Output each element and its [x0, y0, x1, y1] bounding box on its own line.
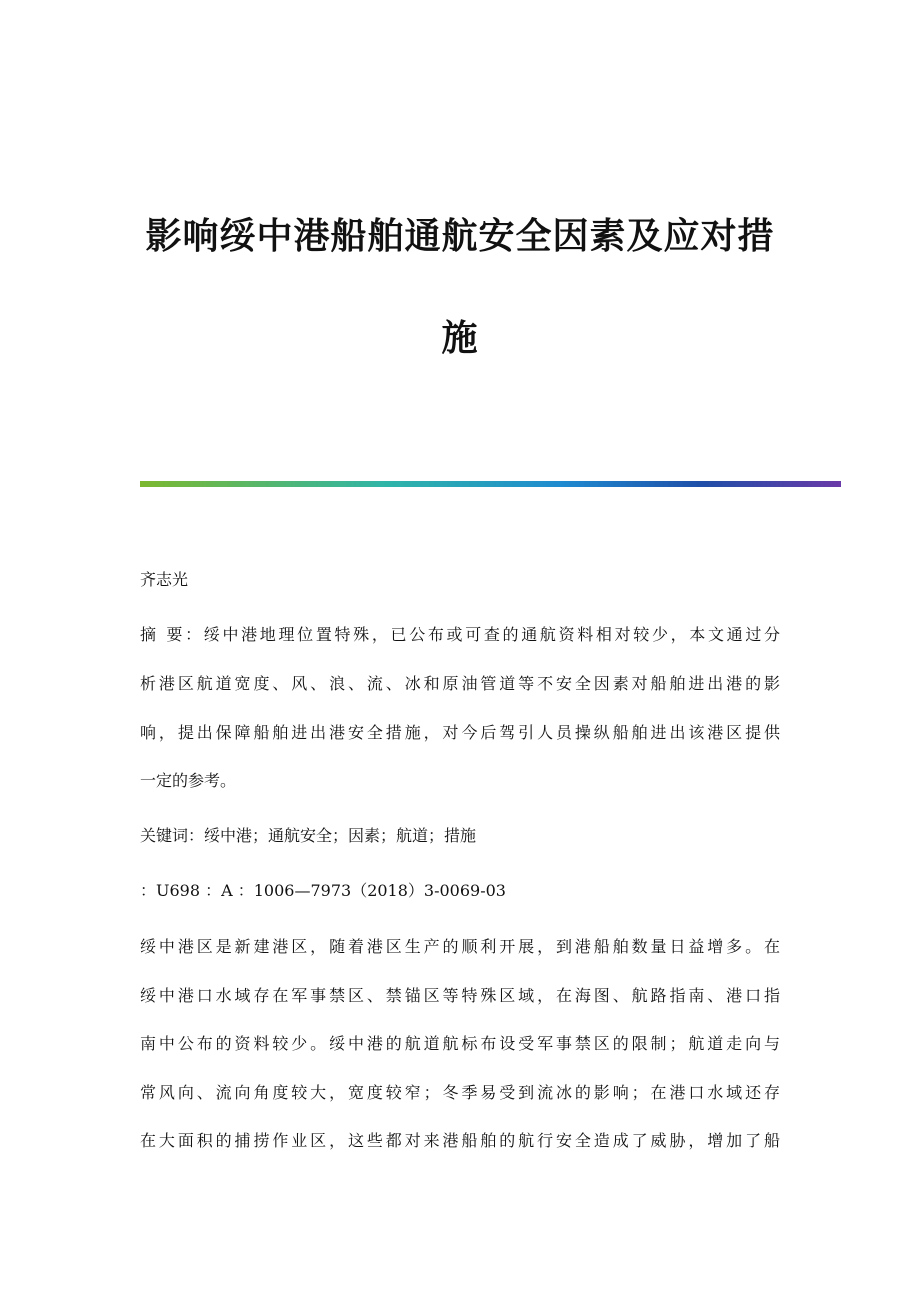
gradient-divider: [140, 481, 841, 487]
keywords: 关键词：绥中港；通航安全；因素；航道；措施: [140, 826, 477, 845]
author: 齐志光: [140, 570, 189, 589]
body-line-2: 绥中港口水域存在军事禁区、禁锚区等特殊区域，在海图、航路指南、港口指: [140, 986, 780, 1005]
abstract-line-1: 摘 要：绥中港地理位置特殊，已公布或可查的通航资料相对较少，本文通过分: [140, 625, 780, 644]
classification-info: ：U698 ：A ：1006—7973（2018）3-0069-03: [140, 881, 506, 900]
body-line-3: 南中公布的资料较少。绥中港的航道航标布设受军事禁区的限制；航道走向与: [140, 1034, 780, 1053]
abstract-line-2: 析港区航道宽度、风、浪、流、冰和原油管道等不安全因素对船舶进出港的影: [140, 674, 780, 693]
document-title: [140, 186, 780, 390]
body-line-1: 绥中港区是新建港区，随着港区生产的顺利开展，到港船舶数量日益增多。在: [140, 937, 780, 956]
abstract-line-3: 响，提出保障船舶进出港安全措施，对今后驾引人员操纵船舶进出该港区提供: [140, 723, 780, 742]
body-line-4: 常风向、流向角度较大，宽度较窄；冬季易受到流冰的影响；在港口水域还存: [140, 1083, 780, 1102]
title-line-1: 影响绥中港船舶通航安全因素及应对措: [145, 216, 775, 257]
abstract-line-4: 一定的参考。: [140, 771, 237, 790]
title-line-2: 施: [441, 318, 479, 359]
body-line-5: 在大面积的捕捞作业区，这些都对来港船舶的航行安全造成了威胁，增加了船: [140, 1131, 780, 1150]
